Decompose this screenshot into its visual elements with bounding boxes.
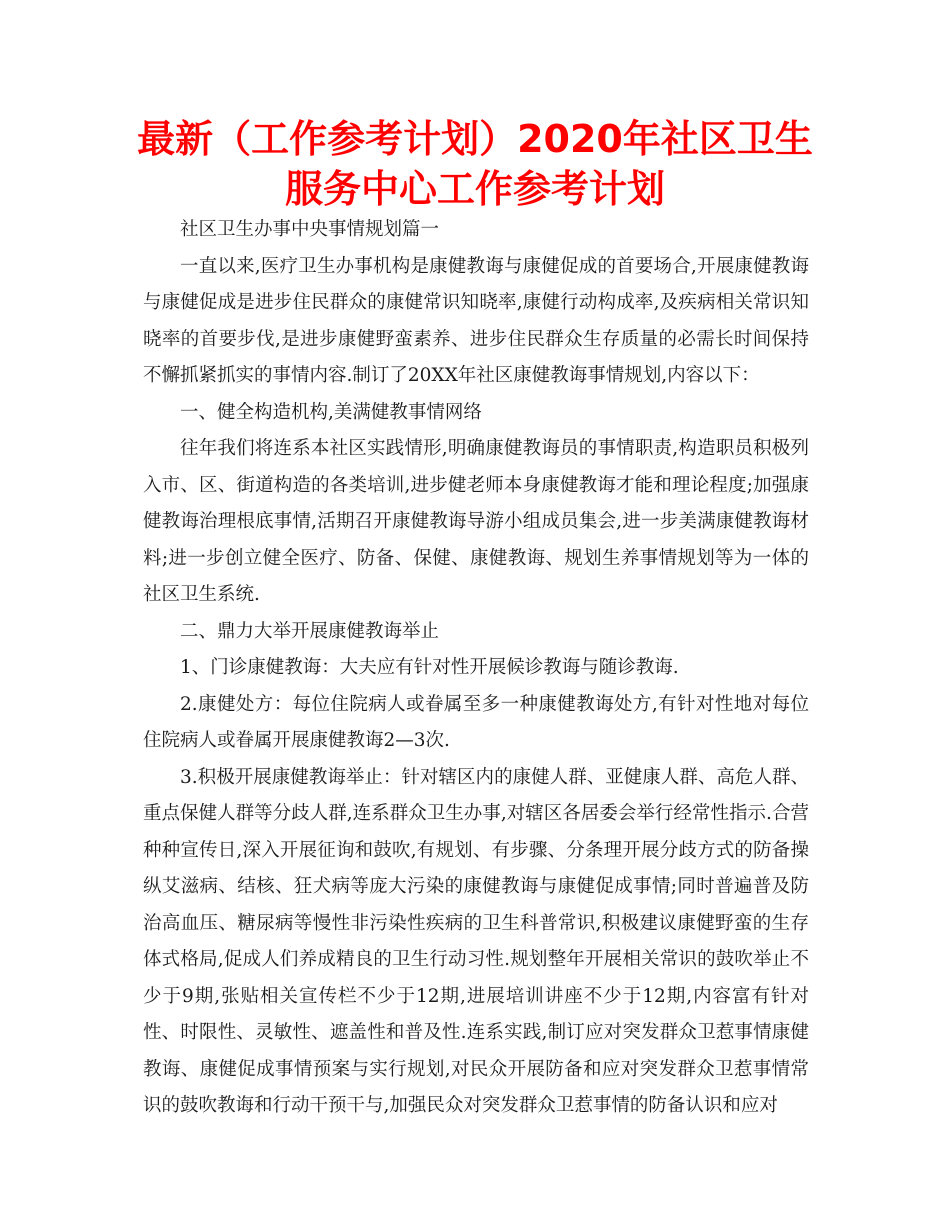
list-item: 1、门诊康健教诲：大夫应有针对性开展候诊教诲与随诊教诲. (180, 657, 679, 678)
section-heading: 二、鼎力大举开展康健教诲举止 (180, 620, 440, 642)
list-item: 3.积极开展康健教诲举止：针对辖区内的康健人群、亚健康人群、高危人群、重点保健人群等分歧人群,连系群众卫生办事,对辖区各居委会举行经常性指示.合营种种宣传日,深入开展征询和鼓吹,有规划、有步骤、分条理开展分歧方式的防备操纵艾滋病、结核、狂犬病等庞大污染的康健教诲与康健促成事情;同时普遍普及防治高血压、糖尿病等慢性非污染性疾病的卫生科普常识,积极建议康健野蛮的生存体式格局,促成人们养成精良的卫生行动习性.规划整年开展相关常识的鼓吹举止不少于9期,张贴相关宣传栏不少于12期,进展培训讲座不少于12期,内容富有针对性、时限性、灵敏性、遮盖性和普及性.连系实践,制订应对突发群众卫惹事情康健教诲、康健促成事情预案与实行规划,对民众开展防备和应对突发群众卫惹事情常识的鼓吹教诲和行动干预干与,加强民众对突发群众卫惹事情的防备认识和应对 (143, 766, 809, 1116)
list-item: 2.康健处方：每位住院病人或眷属至多一种康健教诲处方,有针对性地对每位住院病人或眷属开展康健教诲2—3次. (143, 693, 809, 751)
section-heading: 一、健全构造机构,美满健教事情网络 (180, 401, 482, 423)
document-title: 最新（工作参考计划）2020年社区卫生服务中心工作参考计划 (137, 117, 813, 211)
document-body (143, 212, 809, 1125)
section-heading: 社区卫生办事中央事情规划篇一 (180, 219, 440, 240)
paragraph: 往年我们将连系本社区实践情形,明确康健教诲员的事情职责,构造职员积极列入市、区、街道构造的各类培训,进步健老师本身康健教诲才能和理论程度;加强康健教诲治理根底事情,活期召开康健教诲导游小组成员集会,进一步美满康健教诲材料;进一步创立健全医疗、防备、保健、康健教诲、规划生养事情规划等为一体的社区卫生系统. (143, 438, 809, 605)
paragraph: 一直以来,医疗卫生办事机构是康健教诲与康健促成的首要场合,开展康健教诲与康健促成是进步住民群众的康健常识知晓率,康健行动构成率,及疾病相关常识知晓率的首要步伐,是进步康健野蛮素养、进步住民群众生存质量的必需长时间保持不懈抓紧抓实的事情内容.制订了20XX年社区康健教诲事情规划,内容以下： (143, 255, 809, 386)
